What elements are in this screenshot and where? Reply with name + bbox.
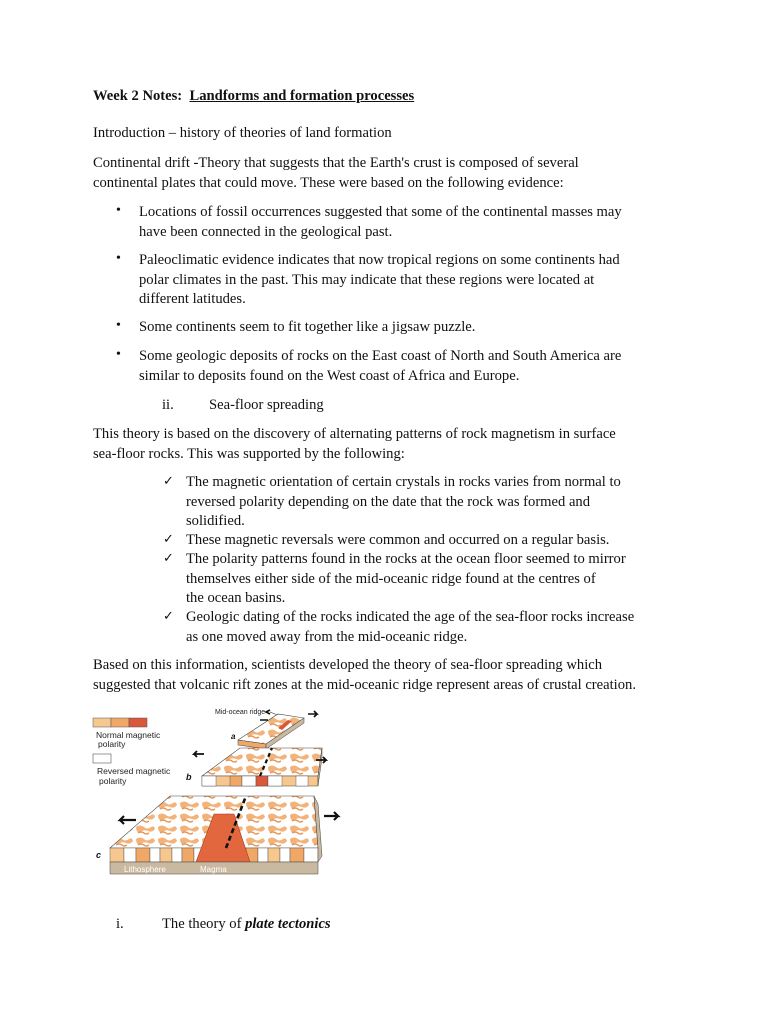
evidence-2-line-1: Paleoclimatic evidence indicates that now tropical regions on some continents had bbox=[139, 252, 620, 268]
checkmark-icon: ✓ bbox=[163, 609, 174, 624]
checkmark-icon: ✓ bbox=[163, 532, 174, 547]
conclusion-line-1: Based on this information, scientists developed the theory of sea-floor spreading which bbox=[93, 657, 603, 673]
check-4-line-2: as one moved away from the mid-oceanic ridge. bbox=[186, 628, 468, 645]
section-i-heading bbox=[162, 915, 331, 935]
evidence-4-line-2: similar to deposits found on the West coast of Africa and Europe. bbox=[139, 367, 520, 384]
check-3-line-2: themselves either side of the mid-oceanic ridge found at the centres of bbox=[186, 570, 596, 587]
bullet-marker: • bbox=[116, 318, 121, 333]
evidence-4-line-1: Some geologic deposits of rocks on the East coast of North and South America are bbox=[139, 348, 622, 364]
drift-line-1: Continental drift -Theory that suggests that the Earth's crust is composed of several bbox=[93, 155, 579, 171]
page-title bbox=[93, 87, 414, 107]
seafloor-intro-line-1: This theory is based on the discovery of alternating patterns of rock magnetism in surface bbox=[93, 426, 616, 442]
stage-b-label: b bbox=[186, 772, 192, 782]
conclusion-line-2: suggested that volcanic rift zones at the mid-oceanic ridge represent areas of crustal creation. bbox=[93, 676, 636, 693]
section-i-emphasis: plate tectonics bbox=[245, 916, 331, 932]
check-3-line-1: The polarity patterns found in the rocks at the ocean floor seemed to mirror bbox=[186, 551, 626, 567]
bullet-marker: • bbox=[116, 203, 121, 218]
lithosphere-label: Lithosphere bbox=[124, 865, 166, 874]
section-i-numeral: i. bbox=[116, 916, 124, 932]
evidence-1-line-2: have been connected in the geological past. bbox=[139, 223, 393, 240]
section-ii-numeral: ii. bbox=[162, 397, 174, 413]
check-2-line-1: These magnetic reversals were common and occurred on a regular basis. bbox=[186, 532, 610, 548]
drift-line-2: continental plates that could move. These were based on the following evidence: bbox=[93, 174, 564, 191]
check-4-line-1: Geologic dating of the rocks indicated the age of the sea-floor rocks increase bbox=[186, 609, 635, 625]
title-prefix: Week 2 Notes: bbox=[93, 88, 183, 104]
evidence-2-line-3: different latitudes. bbox=[139, 291, 246, 307]
check-1-line-2: reversed polarity depending on the date that the rock was formed and bbox=[186, 493, 591, 510]
bullet-marker: • bbox=[116, 347, 121, 362]
evidence-2-line-2: polar climates in the past. This may indicate that these regions were located at bbox=[139, 271, 595, 288]
legend-swatch-mid bbox=[111, 718, 129, 727]
bullet-marker: • bbox=[116, 251, 121, 266]
checkmark-icon: ✓ bbox=[163, 551, 174, 566]
stage-c-block bbox=[96, 796, 338, 874]
stage-c-label: c bbox=[96, 850, 102, 860]
stage-a-label: a bbox=[231, 732, 236, 741]
check-1-line-1: The magnetic orientation of certain crystals in rocks varies from normal to bbox=[186, 474, 621, 490]
seafloor-intro-line-2: sea-floor rocks. This was supported by the following: bbox=[93, 445, 405, 462]
legend-reversed-label-1: Reversed magnetic bbox=[97, 766, 171, 776]
check-3-line-3: the ocean basins. bbox=[186, 590, 286, 606]
legend bbox=[93, 718, 171, 786]
legend-reversed-label-2: polarity bbox=[99, 776, 127, 786]
checkmark-icon: ✓ bbox=[163, 474, 174, 489]
check-1-line-3: solidified. bbox=[186, 513, 245, 529]
legend-swatch-reversed bbox=[93, 754, 111, 763]
legend-normal-label-2: polarity bbox=[98, 739, 126, 749]
title-main: Landforms and formation processes bbox=[189, 88, 415, 104]
ridge-label: Mid-ocean ridge bbox=[215, 709, 266, 716]
magma-label: Magma bbox=[200, 865, 227, 874]
stage-b-block bbox=[186, 748, 326, 786]
evidence-3-line-1: Some continents seem to fit together like a jigsaw puzzle. bbox=[139, 319, 476, 335]
legend-normal-label-1: Normal magnetic bbox=[96, 730, 161, 740]
evidence-1-line-1: Locations of fossil occurrences suggested that some of the continental masses may bbox=[139, 204, 622, 220]
intro-heading: Introduction – history of theories of land formation bbox=[93, 125, 392, 141]
legend-swatch-dark bbox=[129, 718, 147, 727]
seafloor-spreading-diagram bbox=[90, 704, 346, 880]
legend-swatch-light bbox=[93, 718, 111, 727]
section-ii-heading: Sea-floor spreading bbox=[209, 397, 324, 413]
section-i-prefix: The theory of bbox=[162, 916, 246, 932]
